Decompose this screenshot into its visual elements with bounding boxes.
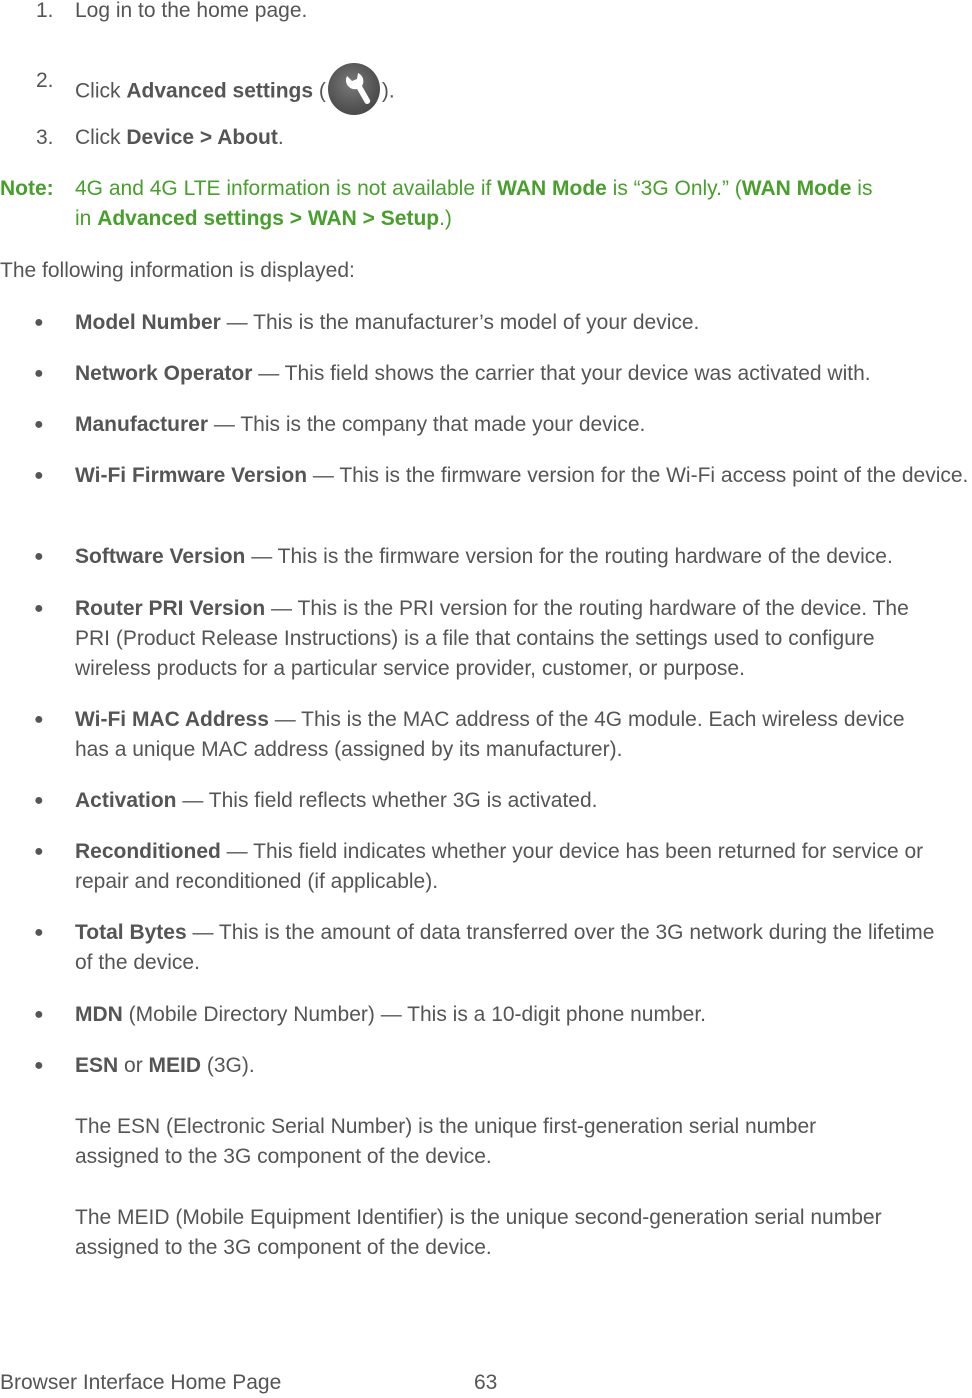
- note-text-line-1: 4G and 4G LTE information is not available if WAN Mode is “3G Only.” (WAN Mode is: [75, 177, 873, 200]
- bullet: ●: [34, 1057, 44, 1074]
- bullet: ●: [34, 314, 44, 331]
- step-number: 2.: [36, 69, 54, 92]
- advanced-settings-label: Advanced settings: [126, 79, 314, 103]
- intro-text: The following information is displayed:: [0, 259, 355, 282]
- step-text: Click Device > About.: [75, 126, 284, 149]
- footer-title: Browser Interface Home Page: [0, 1371, 282, 1394]
- step-number: 1.: [36, 0, 54, 22]
- bullet: ●: [34, 843, 44, 860]
- bullet: ●: [34, 600, 44, 617]
- bullet: ●: [34, 548, 44, 565]
- wrench-icon: [328, 63, 380, 115]
- bullet: ●: [34, 711, 44, 728]
- bullet: ●: [34, 924, 44, 941]
- step-number: 3.: [36, 126, 54, 149]
- bullet: ●: [34, 467, 44, 484]
- note-label: Note:: [0, 177, 54, 200]
- step-text: Log in to the home page.: [75, 0, 308, 22]
- step-text: Click Advanced settings ( ).: [75, 66, 395, 118]
- bullet: ●: [34, 416, 44, 433]
- bullet: ●: [34, 1006, 44, 1023]
- device-about-label: Device > About: [126, 126, 278, 149]
- note-text-line-2: in Advanced settings > WAN > Setup.): [75, 207, 452, 230]
- page-number: 63: [474, 1371, 498, 1394]
- bullet: ●: [34, 365, 44, 382]
- bullet: ●: [34, 792, 44, 809]
